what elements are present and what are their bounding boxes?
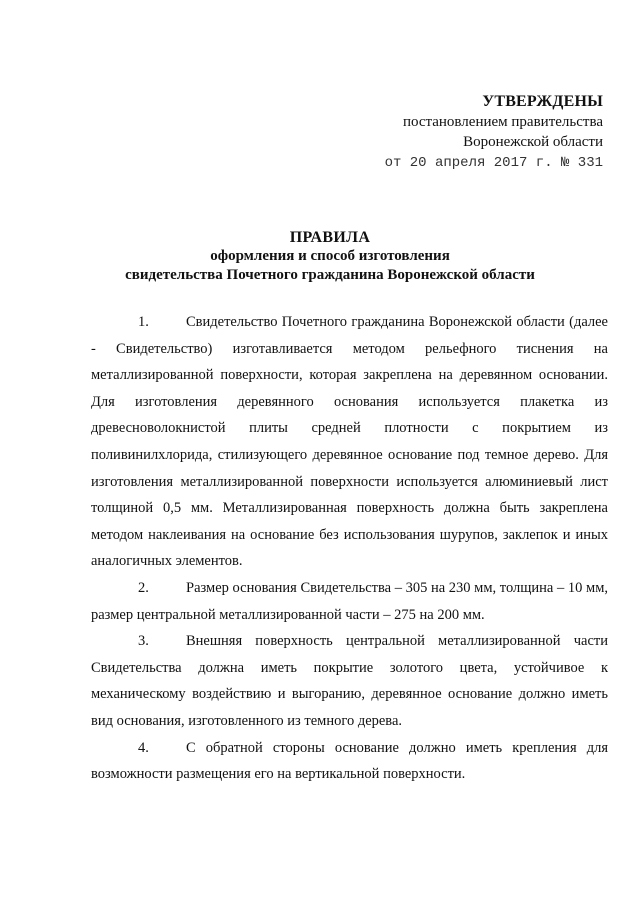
clause-number: 1.	[138, 314, 149, 330]
document-heading	[70, 228, 590, 285]
approval-line-region: Воронежской области	[463, 134, 603, 150]
document-subtitle-line1: оформления и способ изготовления	[210, 248, 450, 264]
clause-3	[91, 628, 608, 734]
clause-number: 2.	[138, 579, 149, 596]
document-subtitle-line2: свидетельства Почетного гражданина Воронежской области	[125, 267, 535, 283]
clause-text: С обратной стороны основание должно иметь крепления для возможности размещения его на вертикальной поверхности.	[91, 739, 608, 783]
document-title: ПРАВИЛА	[289, 229, 371, 246]
clause-number: 3.	[138, 633, 149, 650]
approval-block	[273, 92, 603, 173]
clause-2	[91, 575, 608, 628]
clause-number: 4.	[138, 739, 149, 756]
document-body	[91, 309, 608, 788]
clause-4	[91, 735, 608, 788]
approval-line-resolution: постановлением правительства	[402, 114, 603, 130]
clause-text: Свидетельство Почетного гражданина Воронежской области (далее - Свидетельство) изготавливается методом рельефного тиснения на металлизированной поверхности, которая закреплена на деревянном основании. Для изготовления деревянного основания используется плакетка из древесноволокнистой плиты средней плотности с покрытием из поливинилхлорида, стилизующего деревянное основание под темное дерево. Для изготовления металлизированной поверхности используется алюминиевый лист толщиной 0,5 мм. Металлизированная поверхность должна быть закреплена методом наклеивания на основание без использования шурупов, заклепок и иных аналогичных элементов.	[91, 314, 608, 570]
clause-text: Внешняя поверхность центральной металлизированной части Свидетельства должна иметь покрытие золотого цвета, устойчивое к механическому воздействию и выгоранию, деревянное основание должно иметь вид основания, изготовленного из темного дерева.	[91, 633, 608, 729]
approval-date: от 20 апреля 2017 г. № 331	[384, 155, 603, 171]
clause-text: Размер основания Свидетельства – 305 на 230 мм, толщина – 10 мм, размер центральной металлизированной части – 275 на 200 мм.	[91, 579, 608, 623]
clause-1	[91, 309, 608, 575]
approval-title: УТВЕРЖДЕНЫ	[482, 93, 603, 110]
